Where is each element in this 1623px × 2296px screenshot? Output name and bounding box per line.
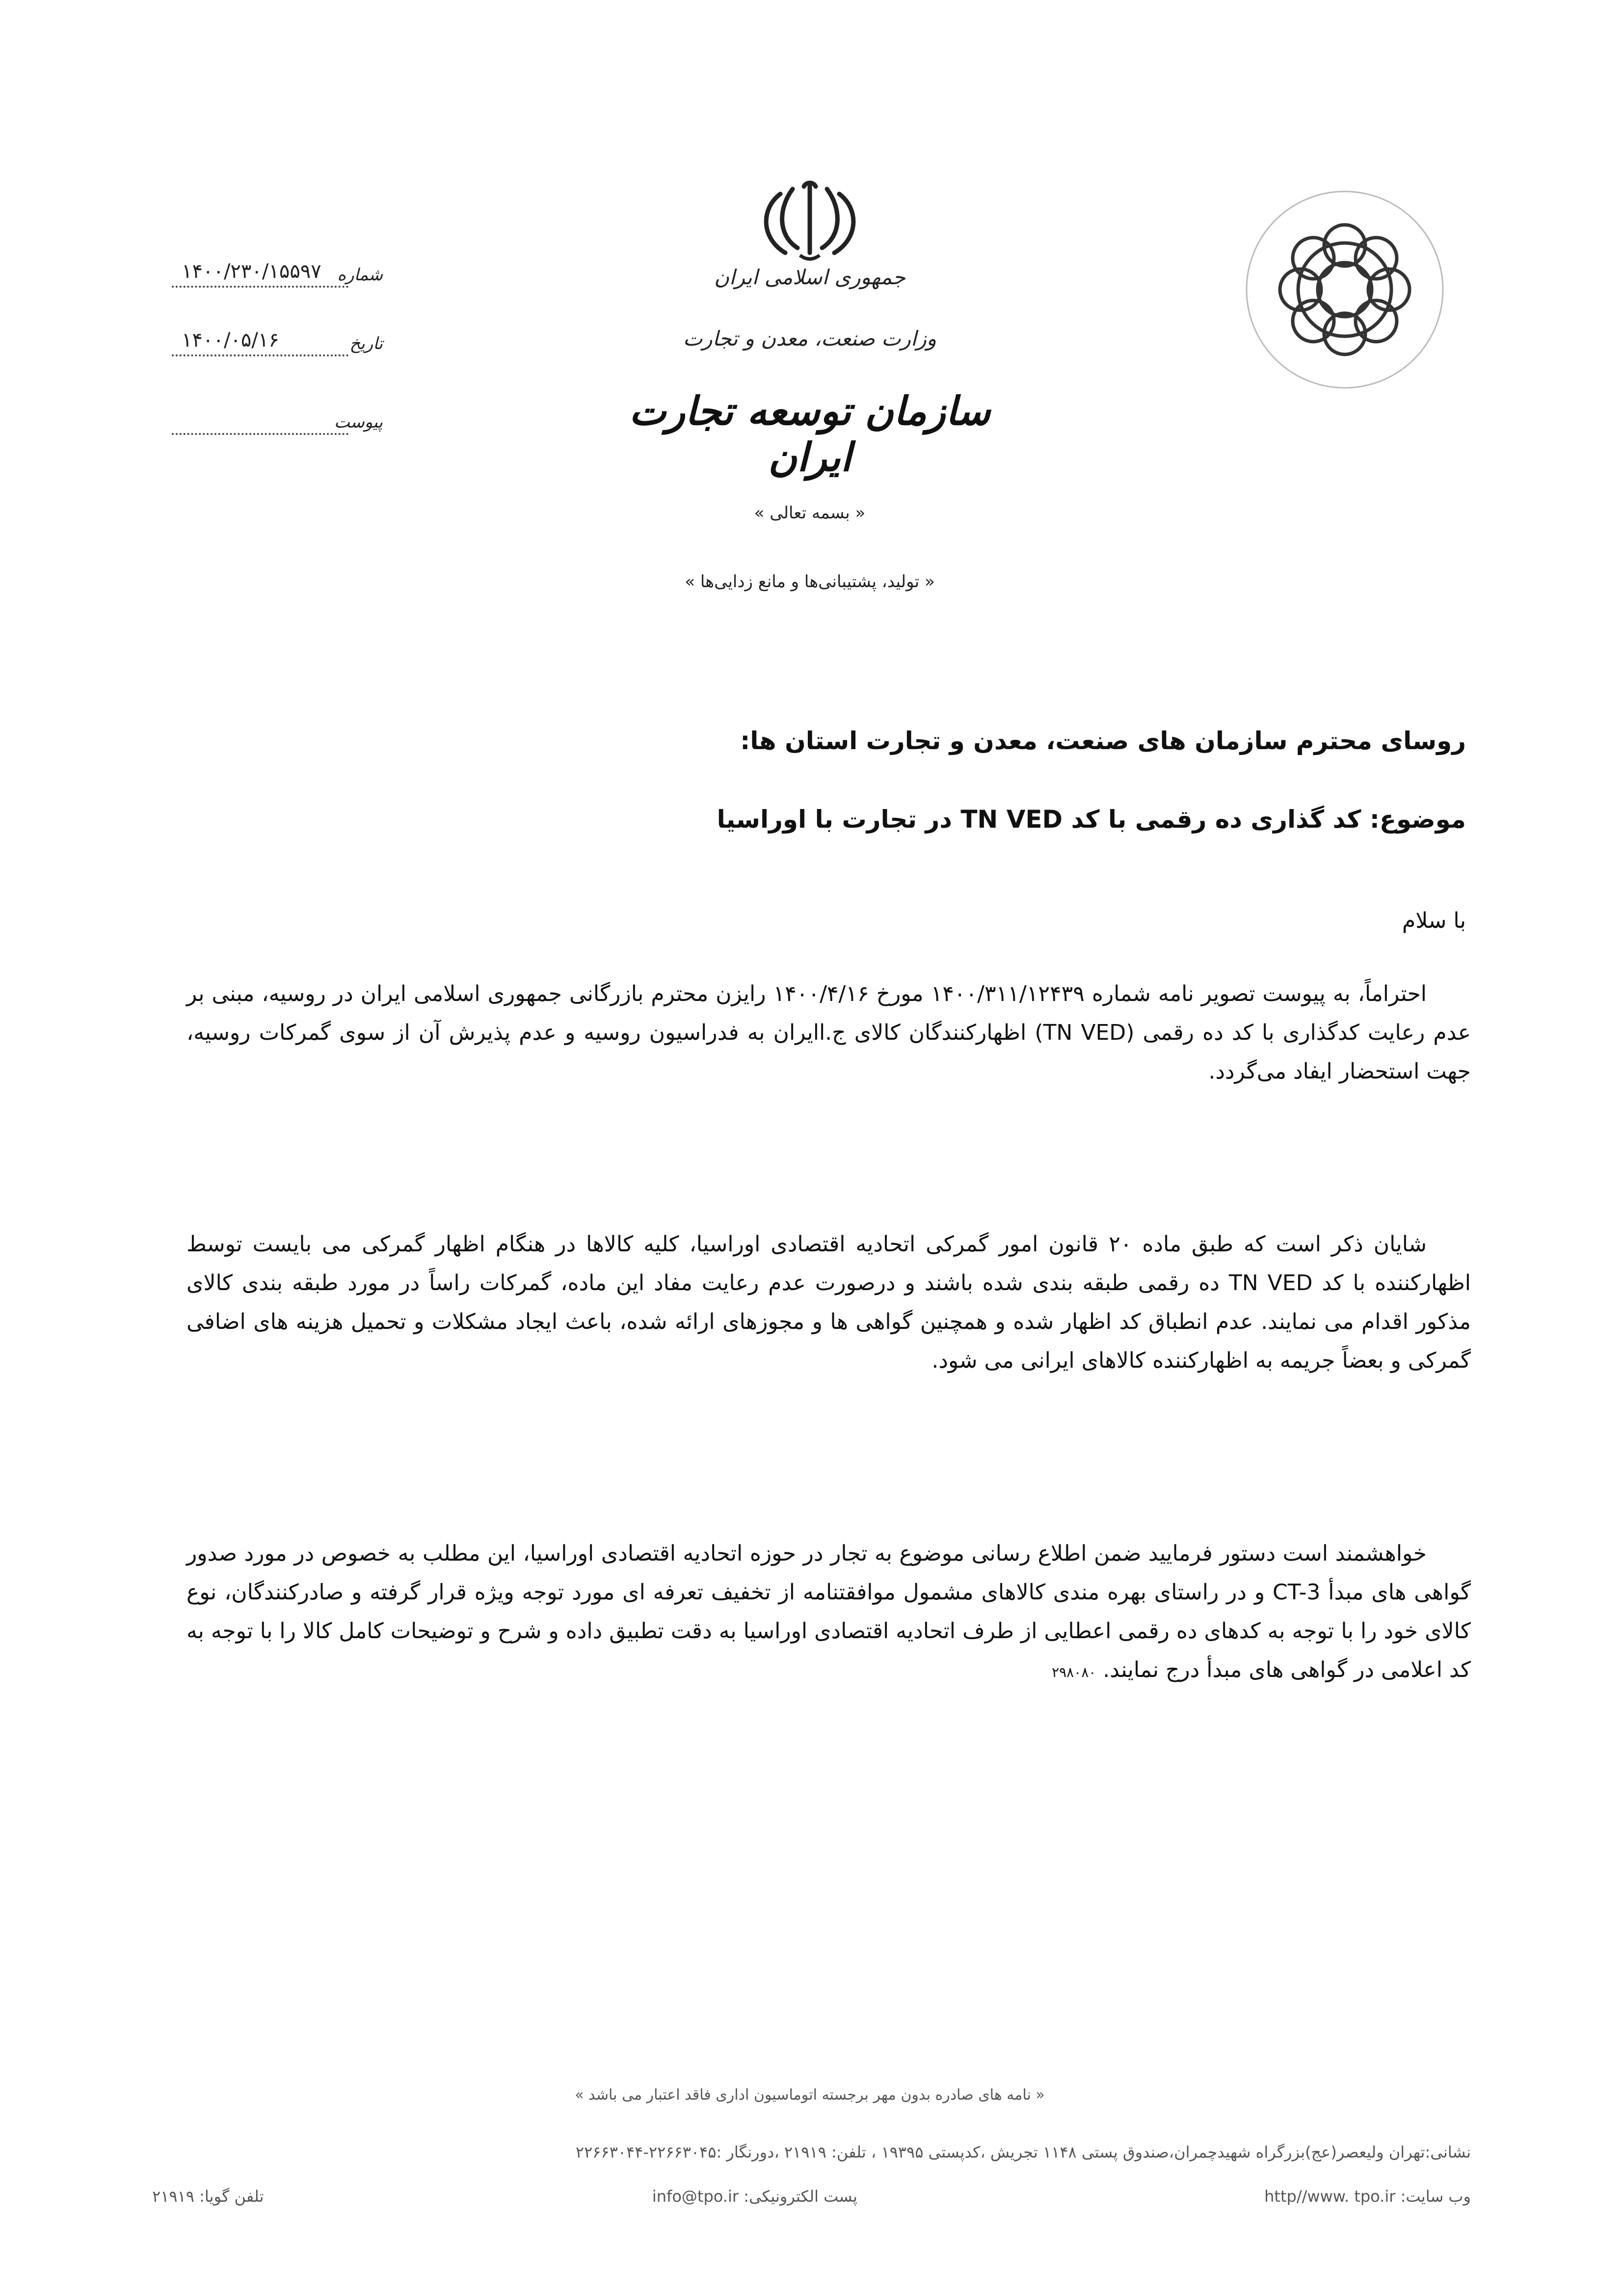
letter-date-label: تاریخ (349, 334, 383, 353)
letter-date-field (172, 329, 383, 363)
footer-phone-value: ۲۱۹۱۹ (152, 2187, 194, 2206)
footer-phone-label: تلفن گویا: (199, 2187, 264, 2206)
letter-number-value: ۱۴۰۰/۲۳۰/۱۵۵۹۷ (182, 260, 321, 283)
letter-attachment-dots (172, 433, 348, 435)
organization-title: سازمان توسعه تجارت ایران (629, 388, 991, 480)
slogan-text: « تولید، پشتیبانی‌ها و مانع زدایی‌ها » (685, 572, 935, 592)
footer-email-link[interactable]: info@tpo.ir (652, 2187, 739, 2206)
footer-email[interactable] (652, 2187, 857, 2206)
invocation-text: « بسمه تعالی » (754, 503, 866, 523)
footer-website-label: وب سایت: (1400, 2187, 1471, 2206)
republic-title: جمهوری اسلامی ایران (714, 265, 905, 289)
addressee-heading: روسای محترم سازمان های صنعت، معدن و تجارت استان ها: (740, 727, 1466, 755)
letter-number-dots (172, 286, 348, 288)
footer-website[interactable] (1264, 2187, 1471, 2206)
footer-note: « نامه های صادره بدون مهر برجسته اتوماسیون اداری فاقد اعتبار می باشد » (575, 2086, 1045, 2104)
letter-date-value: ۱۴۰۰/۰۵/۱۶ (182, 329, 279, 351)
paragraph-1: احتراماً، به پیوست تصویر نامه شماره ۱۴۰۰/۳۱۱/۱۲۴۳۹ مورخ ۱۴۰۰/۴/۱۶ رایزن محترم بازرگانی جمهوری اسلامی ایران در روسیه، مبنی بر عدم رعایت کدگذاری با کد ده رقمی (TN VED) اظهارکنندگان کالای ج.اایران به فدراسیون روسیه و عدم پذیرش آن از سوی گمرکات روسیه، جهت استحضار ایفاد می‌گردد. (186, 981, 1471, 1084)
footer-phone (152, 2187, 264, 2206)
footer-website-link[interactable]: http//www. tpo.ir (1264, 2187, 1396, 2206)
iran-emblem-icon (751, 174, 869, 268)
letter-number-field (172, 260, 383, 295)
letter-date-dots (172, 354, 348, 356)
paragraph-3-text: خواهشمند است دستور فرمایید ضمن اطلاع رسانی موضوع به تجار در حوزه اتحادیه اقتصادی اوراسیا، این مطلب به خصوص در مورد صدور گواهی های مبدأ CT-3 و در راستای بهره مندی کالاهای مشمول موافقتنامه از تخفیف تعرفه ای مورد توجه ویژه قرار گرفته و صادرکنندگان، نوع کالای خود را با توجه به کدهای ده رقمی اعطایی از طرف اتحادیه اقتصادی اوراسیا به دقت تطبیق داده و شرح و توضیحات کامل کالا را با توجه به کد اعلامی در گواهی های مبدأ درج نمایند. (186, 1541, 1471, 1682)
letter-attachment-field (172, 407, 383, 442)
ministry-title: وزارت صنعت، معدن و تجارت (683, 326, 937, 351)
salutation-text: با سلام (1402, 908, 1466, 933)
letter-attachment-label: پیوست (334, 412, 383, 432)
letter-number-label: شماره (337, 265, 383, 285)
paragraph-2: شایان ذکر است که طبق ماده ۲۰ قانون امور گمرکی اتحادیه اقتصادی اوراسیا، کلیه کالاها در هنگام اظهار گمرکی می بایست توسط اظهارکننده با کد TN VED ده رقمی طبقه بندی شده باشند و درصورت عدم رعایت مفاد این ماده، گمرکات راساً در مورد طبقه بندی کالای مذکور اقدام می نمایند. عدم انطباق کد اظهار شده و همچنین گواهی ها و مجوزهای ارائه شده، باعث ایجاد مشکلات و تحمیل هزینه های اضافی گمرکی و بعضاً جریمه به اظهارکننده کالاهای ایرانی می شود. (186, 1232, 1471, 1373)
paragraph-3 (186, 1534, 1471, 1692)
footer-email-label: پست الکترونیکی: (744, 2187, 857, 2206)
footer-address: نشانی:تهران ولیعصر(عج)بزرگراه شهیدچمران،صندوق پستی ۱۱۴۸ تجریش ،کدپستی ۱۹۳۹۵ ، تلفن: ۲۱۹۱۹ ،دورنگار :۲۲۶۶۳۰۴۵-۲۲۶۶۳۰۴۴ (575, 2143, 1471, 2161)
footer-contact-row (152, 2187, 1471, 2212)
paragraph-3-note: ۲۹۸۰۸۰ (1052, 1664, 1096, 1680)
subject-heading: موضوع: کد گذاری ده رقمی با کد TN VED در تجارت با اوراسیا (717, 805, 1466, 834)
tpo-seal-logo (1242, 187, 1448, 393)
